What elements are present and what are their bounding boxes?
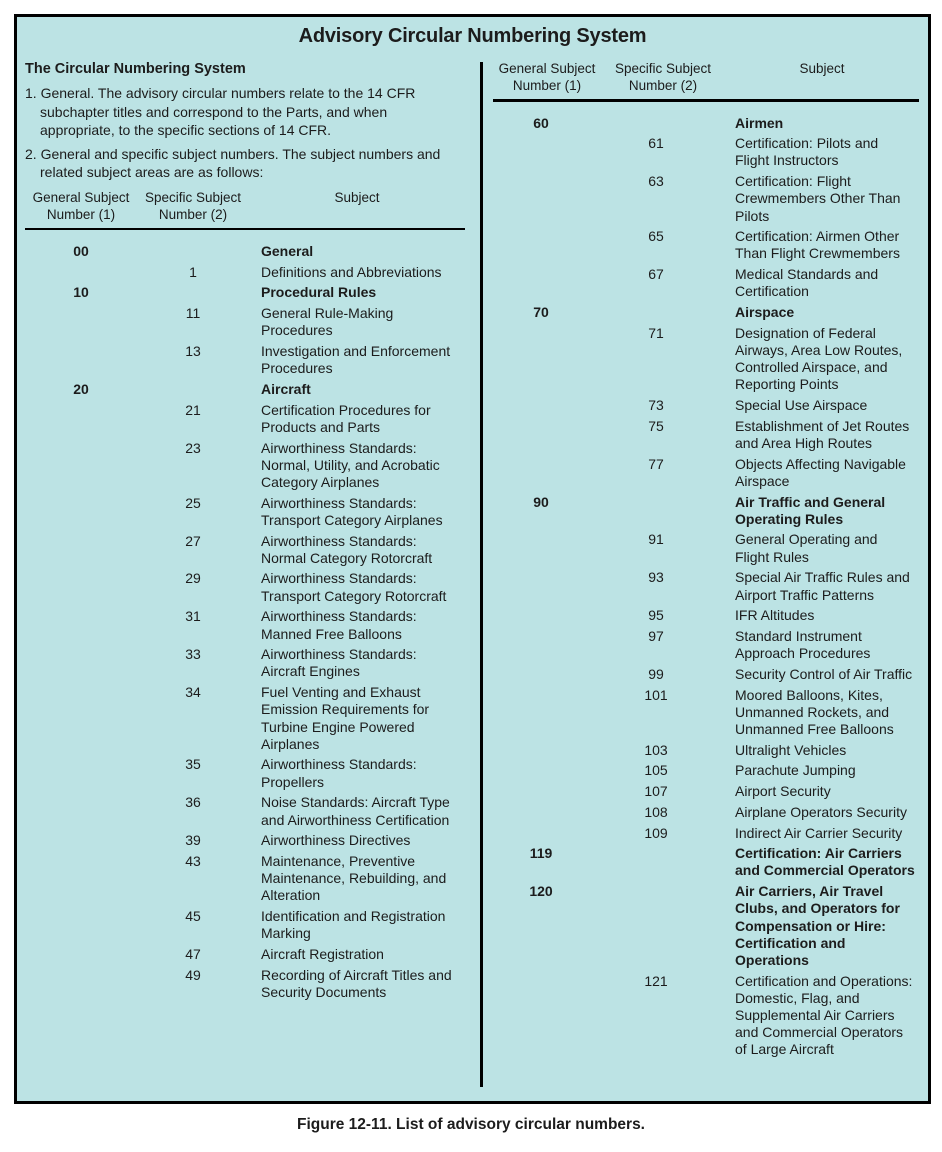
general-number-cell — [493, 666, 589, 683]
table-row — [493, 845, 919, 879]
subject-cell: Certification and Operations: Domestic, Flag, and Supplemental Air Carriers and Commercial Operators of Large Aircraft — [735, 972, 913, 1058]
table-row — [25, 646, 465, 680]
general-number-cell — [493, 531, 589, 565]
specific-number-cell — [589, 494, 723, 528]
specific-number-cell — [589, 845, 723, 879]
specific-number-cell — [589, 883, 723, 969]
specific-number-cell: 93 — [648, 569, 664, 586]
specific-number-cell: 34 — [185, 684, 201, 701]
general-number-cell: 10 — [73, 284, 89, 301]
specific-number-cell: 29 — [185, 570, 201, 587]
column-header-general-subject-number: General Subject Number (1) — [498, 61, 596, 93]
subject-cell: Maintenance, Preventive Maintenance, Rebuilding, and Alteration — [261, 853, 447, 904]
specific-number-cell: 45 — [185, 908, 201, 925]
subject-cell: Certification: Air Carriers and Commercial Operators — [735, 845, 915, 879]
general-number-cell — [493, 742, 589, 759]
intro-item-text: General and specific subject numbers. The subject numbers and related subject areas are as follows: — [40, 145, 441, 180]
general-number-cell — [25, 908, 137, 942]
subject-cell: Airworthiness Standards: Normal, Utility, and Acrobatic Category Airplanes — [261, 439, 440, 490]
table-row — [493, 804, 919, 821]
header-rule — [25, 228, 465, 231]
general-number-cell — [25, 264, 137, 281]
specific-number-cell: 23 — [185, 439, 201, 456]
table-row — [493, 325, 919, 394]
general-number-cell — [25, 495, 137, 529]
table-row — [25, 832, 465, 849]
table-row — [25, 305, 465, 339]
specific-number-cell: 105 — [644, 762, 668, 779]
table-row — [493, 266, 919, 300]
specific-number-cell: 103 — [644, 741, 668, 758]
specific-number-cell: 65 — [648, 228, 664, 245]
two-column-layout — [17, 58, 928, 1101]
subject-cell: Identification and Registration Marking — [261, 908, 446, 942]
subject-cell: Certification: Airmen Other Than Flight Crewmembers — [735, 228, 900, 262]
subject-cell: Certification: Pilots and Flight Instructors — [735, 135, 879, 169]
specific-number-cell: 67 — [648, 266, 664, 283]
specific-number-cell — [137, 243, 249, 260]
table-row — [493, 607, 919, 624]
specific-number-cell: 77 — [648, 455, 664, 472]
specific-number-cell: 31 — [185, 608, 201, 625]
list-number: 2. — [25, 145, 37, 162]
general-number-cell — [25, 533, 137, 567]
subject-cell: Special Use Airspace — [735, 397, 868, 414]
general-number-cell — [25, 794, 137, 828]
specific-number-cell: 75 — [648, 417, 664, 434]
general-number-cell — [493, 456, 589, 490]
intro-heading: The Circular Numbering System — [25, 61, 246, 77]
general-number-cell — [493, 973, 589, 1059]
intro-item-2 — [25, 145, 465, 182]
subject-cell: Airworthiness Standards: Propellers — [261, 756, 417, 790]
table-row — [493, 397, 919, 414]
table-row — [25, 343, 465, 377]
specific-number-cell: 109 — [644, 824, 668, 841]
general-number-cell — [25, 646, 137, 680]
subject-cell: Standard Instrument Approach Procedures — [735, 627, 871, 662]
table-row — [493, 783, 919, 800]
subject-cell: General Rule-Making Procedures — [261, 305, 394, 339]
column-header-subject: Subject — [334, 189, 380, 205]
subject-cell: Certification: Flight Crewmembers Other Than Pilots — [735, 173, 901, 224]
subject-cell: Airworthiness Standards: Aircraft Engines — [261, 646, 417, 680]
table-row — [493, 115, 919, 132]
general-number-cell — [493, 418, 589, 452]
table-row — [25, 946, 465, 963]
general-number-cell — [493, 228, 589, 262]
specific-number-cell: 49 — [185, 966, 201, 983]
specific-number-cell: 1 — [189, 263, 197, 280]
column-header-subject: Subject — [799, 61, 845, 76]
intro-item-text: General. The advisory circular numbers relate to the 14 CFR subchapter titles and correspond to the Parts, and when appropriate, to the specific sections of 14 CFR. — [40, 85, 416, 138]
general-number-cell: 20 — [73, 380, 89, 397]
specific-number-cell: 61 — [648, 135, 664, 152]
table-row — [25, 440, 465, 492]
table-row — [493, 628, 919, 662]
table-row — [493, 531, 919, 565]
general-number-cell — [493, 687, 589, 739]
subject-cell: General Operating and Flight Rules — [735, 531, 878, 565]
subject-cell: Airspace — [735, 304, 795, 321]
specific-number-cell — [589, 115, 723, 132]
subject-cell: Airworthiness Standards: Manned Free Balloons — [261, 608, 417, 642]
table-row — [493, 304, 919, 321]
table-row — [25, 264, 465, 281]
specific-number-cell: 43 — [185, 853, 201, 869]
table-row — [493, 742, 919, 759]
specific-number-cell: 33 — [185, 646, 201, 663]
specific-number-cell: 121 — [644, 972, 668, 989]
subject-cell: Airworthiness Standards: Transport Category Rotorcraft — [261, 570, 447, 604]
subject-cell: Indirect Air Carrier Security — [735, 824, 903, 841]
subject-cell: Moored Balloons, Kites, Unmanned Rockets, and Unmanned Free Balloons — [735, 686, 894, 737]
specific-number-cell: 21 — [185, 401, 201, 418]
specific-number-cell: 95 — [648, 607, 664, 624]
subject-cell: Noise Standards: Aircraft Type and Airworthiness Certification — [261, 794, 450, 828]
general-number-cell — [25, 946, 137, 963]
right-column — [493, 58, 919, 1101]
general-number-cell: 60 — [533, 114, 549, 131]
general-number-cell — [493, 173, 589, 225]
table-row — [493, 456, 919, 490]
general-number-cell — [25, 967, 137, 1001]
subject-cell: General — [261, 243, 314, 259]
table-row — [25, 684, 465, 753]
subject-cell: Airworthiness Standards: Transport Category Airplanes — [261, 494, 443, 528]
subject-cell: Certification Procedures for Products and Parts — [261, 401, 431, 435]
subject-cell: Recording of Aircraft Titles and Security Documents — [261, 966, 452, 1000]
left-table-rows — [25, 243, 465, 1001]
general-number-cell — [493, 607, 589, 624]
specific-number-cell: 11 — [185, 305, 201, 322]
specific-number-cell — [589, 304, 723, 321]
column-divider — [480, 62, 483, 1087]
general-number-cell — [493, 266, 589, 300]
table-row — [493, 494, 919, 528]
subject-cell: Parachute Jumping — [735, 762, 856, 779]
specific-number-cell: 108 — [644, 803, 668, 820]
table-row — [25, 533, 465, 567]
specific-number-cell: 25 — [185, 494, 201, 511]
specific-number-cell: 35 — [185, 756, 201, 773]
table-row — [25, 381, 465, 398]
table-row — [25, 495, 465, 529]
general-number-cell — [493, 804, 589, 821]
subject-cell: Objects Affecting Navigable Airspace — [735, 455, 906, 489]
table-row — [25, 756, 465, 790]
general-number-cell — [25, 608, 137, 642]
specific-number-cell: 36 — [185, 794, 201, 811]
table-row — [25, 402, 465, 436]
subject-cell: Investigation and Enforcement Procedures — [261, 343, 451, 377]
general-number-cell — [25, 684, 137, 753]
right-table-rows — [493, 115, 919, 1059]
specific-number-cell: 97 — [648, 627, 664, 644]
subject-cell: Definitions and Abbreviations — [261, 263, 442, 280]
specific-number-cell: 47 — [185, 946, 201, 963]
specific-number-cell: 101 — [644, 686, 668, 703]
specific-number-cell: 39 — [185, 832, 201, 849]
subject-cell: Airworthiness Standards: Normal Category Rotorcraft — [261, 532, 433, 566]
subject-cell: Airport Security — [735, 783, 831, 800]
subject-cell: Designation of Federal Airways, Area Low Routes, Controlled Airspace, and Reporting Points — [735, 324, 903, 393]
general-number-cell — [25, 305, 137, 339]
general-number-cell — [25, 402, 137, 436]
subject-cell: Aircraft — [261, 380, 311, 397]
table-row — [493, 687, 919, 739]
table-row — [25, 608, 465, 642]
specific-number-cell: 27 — [185, 532, 201, 549]
general-number-cell — [493, 628, 589, 662]
general-number-cell: 119 — [529, 845, 553, 862]
table-row — [493, 418, 919, 452]
left-table-header — [25, 189, 465, 223]
specific-number-cell — [137, 381, 249, 398]
subject-cell: Medical Standards and Certification — [735, 266, 879, 300]
table-row — [25, 794, 465, 828]
general-number-cell: 90 — [533, 493, 549, 510]
intro-section — [25, 60, 465, 182]
general-number-cell — [25, 343, 137, 377]
general-number-cell — [25, 440, 137, 492]
table-row — [493, 883, 919, 969]
table-row — [493, 228, 919, 262]
general-number-cell — [493, 825, 589, 842]
specific-number-cell: 63 — [648, 173, 664, 190]
column-header-specific-subject-number: Specific Subject Number (2) — [144, 189, 242, 222]
table-row — [25, 908, 465, 942]
general-number-cell — [493, 397, 589, 414]
subject-cell: IFR Altitudes — [735, 607, 815, 624]
general-number-cell — [25, 756, 137, 790]
subject-cell: Airworthiness Directives — [261, 832, 411, 849]
subject-cell: Procedural Rules — [261, 284, 377, 301]
table-row — [493, 825, 919, 842]
table-row — [25, 570, 465, 604]
specific-number-cell: 73 — [648, 397, 664, 414]
left-column — [25, 58, 465, 1101]
general-number-cell — [25, 853, 137, 905]
specific-number-cell: 99 — [648, 665, 664, 682]
general-number-cell — [25, 832, 137, 849]
figure-caption: Figure 12-11. List of advisory circular numbers. — [296, 1116, 645, 1133]
table-row — [493, 173, 919, 225]
general-number-cell — [493, 325, 589, 394]
subject-cell: Establishment of Jet Routes and Area High Routes — [735, 417, 910, 451]
subject-cell: Air Traffic and General Operating Rules — [735, 493, 886, 527]
subject-cell: Security Control of Air Traffic — [735, 665, 913, 682]
subject-cell: Air Carriers, Air Travel Clubs, and Operators for Compensation or Hire: Certification and Operations — [735, 883, 900, 968]
subject-cell: Aircraft Registration — [261, 946, 384, 963]
table-row — [493, 762, 919, 779]
subject-cell: Airplane Operators Security — [735, 803, 907, 820]
table-row — [25, 853, 465, 905]
general-number-cell: 70 — [533, 304, 549, 321]
table-row — [25, 243, 465, 260]
table-row — [25, 967, 465, 1001]
table-row — [25, 284, 465, 301]
general-number-cell — [493, 569, 589, 603]
subject-cell: Fuel Venting and Exhaust Emission Requirements for Turbine Engine Powered Airplanes — [261, 684, 430, 752]
specific-number-cell: 91 — [648, 531, 664, 548]
figure-panel — [14, 14, 931, 1104]
subject-cell: Airmen — [735, 114, 784, 131]
right-table-header — [493, 60, 919, 94]
table-row — [493, 973, 919, 1059]
general-number-cell: 00 — [73, 243, 89, 259]
specific-number-cell: 107 — [644, 783, 668, 800]
general-number-cell — [493, 135, 589, 169]
column-header-general-subject-number: General Subject Number (1) — [32, 189, 130, 222]
general-number-cell — [493, 783, 589, 800]
specific-number-cell — [137, 284, 249, 301]
table-row — [493, 569, 919, 603]
general-number-cell: 120 — [529, 883, 553, 900]
header-rule — [493, 99, 919, 102]
intro-item-1 — [25, 84, 465, 140]
general-number-cell — [493, 762, 589, 779]
subject-cell: Ultralight Vehicles — [735, 741, 847, 758]
specific-number-cell: 71 — [648, 324, 664, 341]
table-row — [493, 135, 919, 169]
table-row — [493, 666, 919, 683]
specific-number-cell: 13 — [185, 343, 201, 360]
figure-title: Advisory Circular Numbering System — [298, 25, 647, 47]
column-header-specific-subject-number: Specific Subject Number (2) — [614, 61, 712, 93]
general-number-cell — [25, 570, 137, 604]
list-number: 1. — [25, 85, 37, 101]
subject-cell: Special Air Traffic Rules and Airport Traffic Patterns — [735, 569, 910, 603]
